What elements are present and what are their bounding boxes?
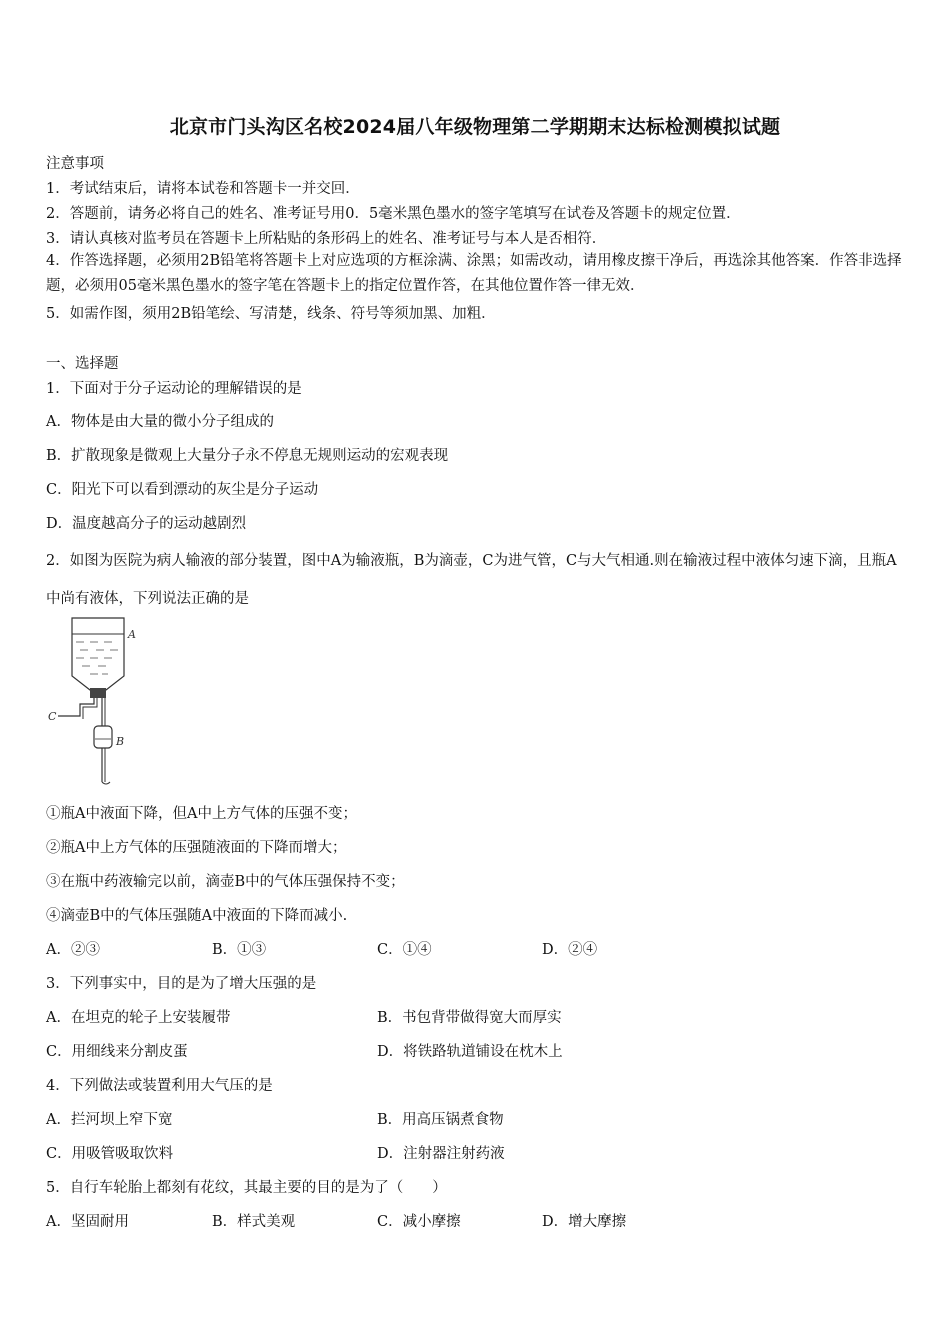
exam-title: 北京市门头沟区名校2024届八年级物理第二学期期末达标检测模拟试题 <box>169 116 781 138</box>
q2-option-d: D．②④ <box>542 942 598 958</box>
notice-item-5: 5．如需作图，须用2B铅笔绘、写清楚，线条、符号等须加黑、加粗． <box>46 306 496 322</box>
iv-drip-figure <box>44 612 144 791</box>
q3-option-c: C．用细线来分割皮蛋 <box>46 1044 188 1060</box>
q5-option-d: D．增大摩擦 <box>542 1214 627 1230</box>
q3-option-b: B．书包背带做得宽大而厚实 <box>377 1010 562 1026</box>
notice-item-3: 3．请认真核对监考员在答题卡上所粘贴的条形码上的姓名、准考证号与本人是否相符． <box>46 231 607 247</box>
section-heading: 一、选择题 <box>46 356 119 372</box>
q3-option-a: A．在坦克的轮子上安装履带 <box>46 1010 231 1026</box>
q1-option-b: B．扩散现象是微观上大量分子永不停息无规则运动的宏观表现 <box>46 448 449 464</box>
label-b: B <box>116 735 125 748</box>
q4-stem: 4．下列做法或装置利用大气压的是 <box>46 1078 273 1094</box>
q4-option-a: A．拦河坝上窄下宽 <box>46 1112 173 1128</box>
notice-item-2: 2．答题前，请务必将自己的姓名、准考证号用0．5毫米黑色墨水的签字笔填写在试卷及答题卡的规定位置． <box>46 206 741 222</box>
q4-option-b: B．用高压锅煮食物 <box>377 1112 504 1128</box>
q2-statement-3: ③在瓶中药液输完以前，滴壶B中的气体压强保持不变； <box>46 874 405 890</box>
label-a: A <box>128 628 136 641</box>
q1-stem: 1．下面对于分子运动论的理解错误的是 <box>46 381 302 397</box>
q5-stem: 5．自行车轮胎上都刻有花纹，其最主要的目的是为了（ ） <box>46 1180 447 1196</box>
q5-option-b: B．样式美观 <box>212 1214 296 1230</box>
iv-drip-diagram <box>44 612 144 787</box>
q2-option-c: C．①④ <box>377 942 432 958</box>
q3-stem: 3．下列事实中，目的是为了增大压强的是 <box>46 976 317 992</box>
q1-option-a: A．物体是由大量的微小分子组成的 <box>46 414 274 430</box>
notice-item-1: 1．考试结束后，请将本试卷和答题卡一并交回． <box>46 181 360 197</box>
q2-statement-1: ①瓶A中液面下降，但A中上方气体的压强不变； <box>46 806 357 822</box>
q4-option-d: D．注射器注射药液 <box>377 1146 505 1162</box>
q2-statement-2: ②瓶A中上方气体的压强随液面的下降而增大； <box>46 840 347 856</box>
notice-heading: 注意事项 <box>46 156 104 172</box>
q3-option-d: D．将铁路轨道铺设在枕木上 <box>377 1044 563 1060</box>
q2-option-a: A．②③ <box>46 942 100 958</box>
q2-stem: 2．如图为医院为病人输液的部分装置，图中A为输液瓶，B为滴壶，C为进气管，C与大气相通.则在输液过程中液体匀速下滴，且瓶A中尚有液体，下列说法正确的是 <box>46 553 897 607</box>
q5-option-a: A．坚固耐用 <box>46 1214 129 1230</box>
q4-option-c: C．用吸管吸取饮料 <box>46 1146 174 1162</box>
notice-item-4: 4．作答选择题，必须用2B铅笔将答题卡上对应选项的方框涂满、涂黑；如需改动，请用橡皮擦干净后，再选涂其他答案．作答非选择题，必须用05毫米黑色墨水的签字笔在答题卡上的指定位置作答，在其他位置作答一律无效． <box>46 253 902 294</box>
q2-option-b: B．①③ <box>212 942 267 958</box>
q2-statement-4: ④滴壶B中的气体压强随A中液面的下降而减小. <box>46 908 348 924</box>
label-c: C <box>48 710 57 723</box>
q5-option-c: C．减小摩擦 <box>377 1214 461 1230</box>
q1-option-c: C．阳光下可以看到漂动的灰尘是分子运动 <box>46 482 319 498</box>
q1-option-d: D．温度越高分子的运动越剧烈 <box>46 516 247 532</box>
